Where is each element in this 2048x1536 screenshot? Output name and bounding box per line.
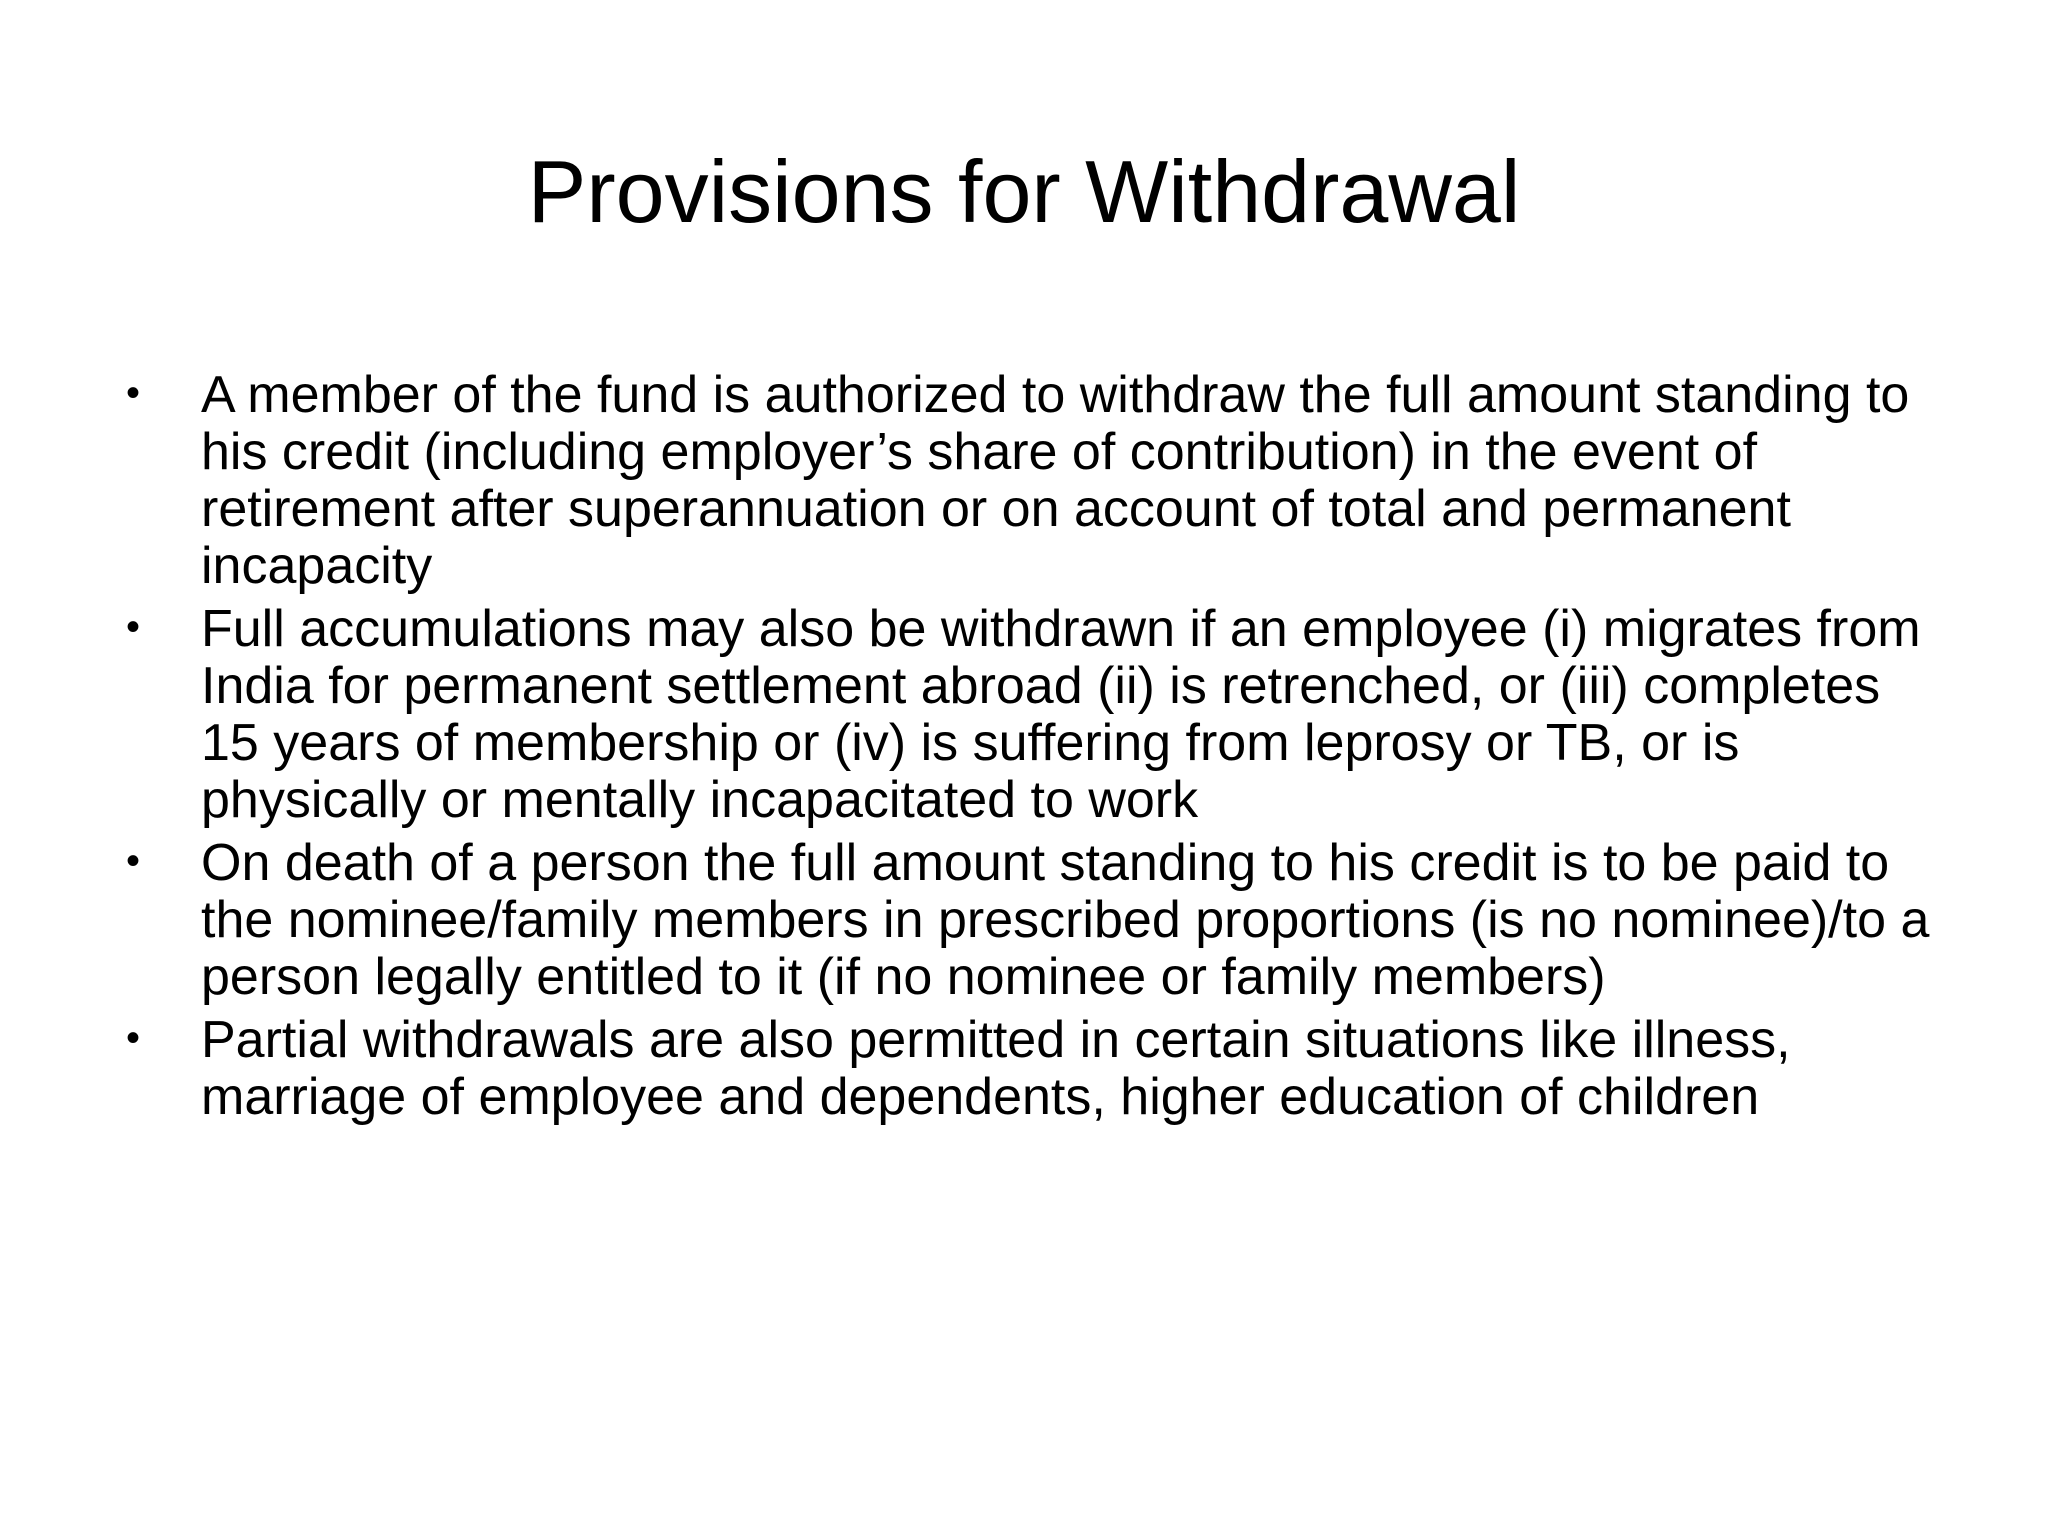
bullet-list [0,367,2048,1132]
bullet-item [0,835,1941,1006]
bullet-icon: • [126,605,141,649]
bullet-text: On death of a person the full amount standing to his credit is to be paid to the nominee/family members in prescribed proportions (is no nominee)/to a person legally entitled to it (if no nominee or family members) [201,834,1930,1006]
slide-title: Provisions for Withdrawal [527,142,1521,241]
bullet-item [0,1012,1941,1126]
bullet-text: A member of the fund is authorized to withdraw the full amount standing to his credit (including employer’s share of contribution) in the event of retirement after superannuation or on account of total and permanent incapacity [201,366,1910,595]
bullet-text: Partial withdrawals are also permitted in certain situations like illness, marriage of employee and dependents, higher education of children [201,1011,1791,1126]
bullet-item [0,367,1941,595]
bullet-item [0,601,1941,829]
bullet-icon: • [126,371,141,415]
bullet-icon: • [126,1016,141,1060]
bullet-icon: • [126,839,141,883]
bullet-text: Full accumulations may also be withdrawn if an employee (i) migrates from India for permanent settlement abroad (ii) is retrenched, or (iii) completes 15 years of membership or (iv) is suffering from leprosy or TB, or is physically or mentally incapacitated to work [201,600,1921,829]
